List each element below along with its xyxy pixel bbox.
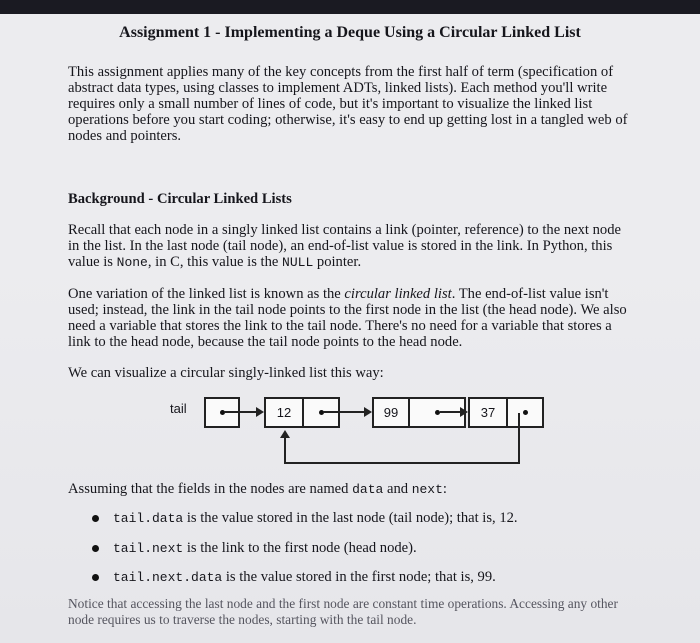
loop-line-bottom (284, 462, 520, 464)
node-next-cell (506, 397, 544, 428)
list-item: tail.next is the link to the first node (head node). (92, 540, 417, 557)
arrow-line (323, 411, 365, 413)
list-item: tail.data is the value stored in the last node (tail node); that is, 12. (92, 510, 518, 527)
node-data-cell: 99 (372, 397, 410, 428)
node-data-cell: 37 (468, 397, 508, 428)
closing-paragraph: Notice that accessing the last node and the first node are constant time operations. Accessing any other node requires us to traverse the nodes, starting with the tail node. (68, 596, 618, 627)
node-data-cell: 12 (264, 397, 304, 428)
top-edge (0, 0, 700, 14)
circular-list-diagram (160, 395, 560, 475)
tail-label: tail (170, 401, 187, 416)
page-title: Assignment 1 - Implementing a Deque Using a Circular Linked List (119, 24, 581, 41)
loop-line-up (284, 437, 286, 464)
background-paragraph-1: Recall that each node in a singly linked list contains a link (pointer, reference) to the next node in the list. In the last node (tail node), an end-of-list value is stored in the link. In Python, this value is None, in C, this value is the NULL pointer. (68, 222, 621, 270)
arrow-head (256, 407, 264, 417)
background-heading: Background - Circular Linked Lists (68, 191, 292, 207)
data-field-name: data (352, 482, 384, 497)
arrow-head (460, 407, 468, 417)
bullet-icon (92, 515, 99, 522)
loop-arrow-head (280, 430, 290, 438)
background-paragraph-2: One variation of the linked list is known as the circular linked list. The end-of-list value isn't used; instead, the link in the tail node points to the first node in the list (the head node). We also need a variable that stores the link to the tail node. There's no need for a variable that stores a link to the head node, because the tail node points to the head node. (68, 286, 627, 350)
loop-line-down (518, 413, 520, 463)
fields-intro: Assuming that the fields in the nodes are named data and next: (68, 481, 447, 497)
visualize-sentence: We can visualize a circular singly-linked list this way: (68, 365, 384, 381)
intro-paragraph: This assignment applies many of the key concepts from the first half of term (specification of abstract data types, using classes to implement ADTs, linked lists). Each method you'll write requires only a small number of lines of code, but it's important to visualize the linked list operations before you start coding; otherwise, it's easy to end up getting lost in a tangled web of nodes and pointers. (68, 64, 628, 144)
pointer-dot (435, 410, 440, 415)
bullet-icon (92, 545, 99, 552)
arrow-head (364, 407, 372, 417)
list-item: tail.next.data is the value stored in the first node; that is, 99. (92, 569, 496, 586)
next-field-name: next (411, 482, 443, 497)
arrow-line (440, 411, 462, 413)
circular-linked-list-term: circular linked list (344, 286, 452, 302)
none-keyword: None (116, 255, 148, 270)
pointer-dot (523, 410, 528, 415)
arrow-line (224, 411, 258, 413)
null-keyword: NULL (282, 255, 314, 270)
bullet-icon (92, 574, 99, 581)
